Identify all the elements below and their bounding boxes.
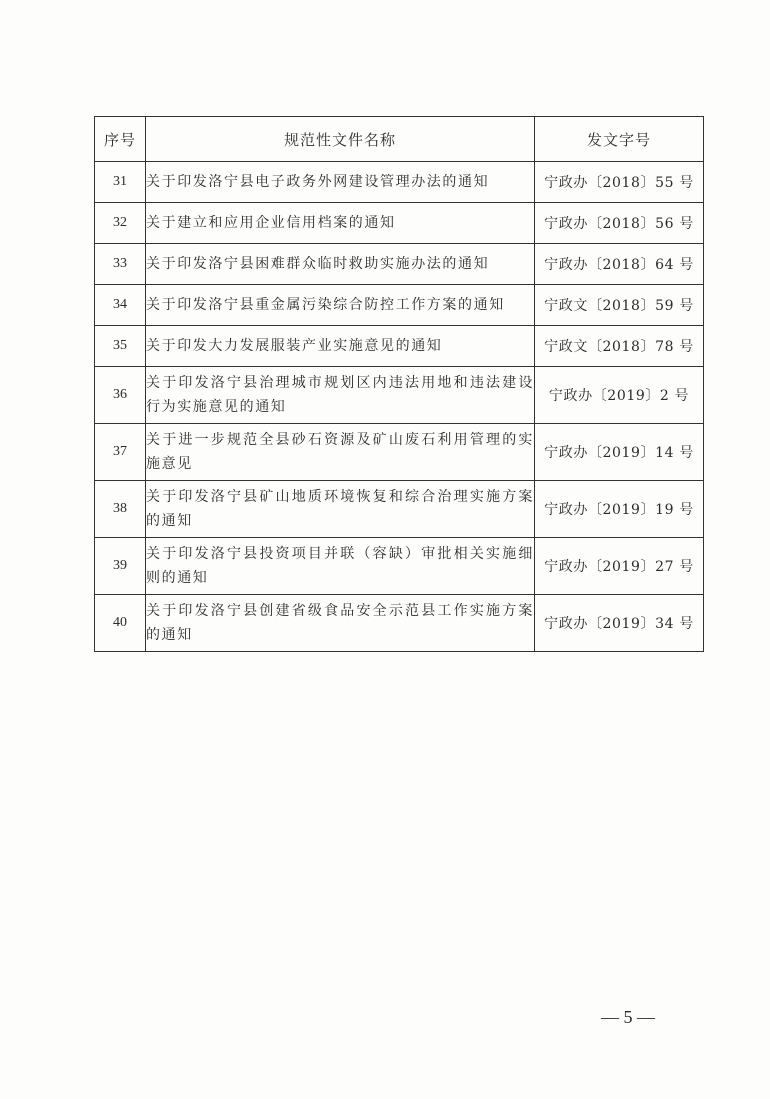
table-row <box>95 285 704 326</box>
row-document-code: 宁政办〔2018〕55 号 <box>535 162 704 203</box>
table-row <box>95 595 704 652</box>
table-row <box>95 162 704 203</box>
row-number: 33 <box>95 244 146 285</box>
row-number: 36 <box>95 367 146 424</box>
table-row <box>95 326 704 367</box>
row-document-code: 宁政办〔2018〕64 号 <box>535 244 704 285</box>
table-row <box>95 538 704 595</box>
row-document-code: 宁政办〔2019〕27 号 <box>535 538 704 595</box>
row-document-name: 关于进一步规范全县砂石资源及矿山废石利用管理的实施意见 <box>146 424 535 481</box>
row-document-code: 宁政办〔2019〕2 号 <box>535 367 704 424</box>
row-number: 37 <box>95 424 146 481</box>
row-document-name: 关于印发洛宁县创建省级食品安全示范县工作实施方案的通知 <box>146 595 535 652</box>
row-document-name: 关于印发洛宁县矿山地质环境恢复和综合治理实施方案的通知 <box>146 481 535 538</box>
row-number: 34 <box>95 285 146 326</box>
row-document-name: 关于印发洛宁县重金属污染综合防控工作方案的通知 <box>146 285 535 326</box>
table-row <box>95 367 704 424</box>
row-number: 40 <box>95 595 146 652</box>
header-serial-number: 序号 <box>95 117 146 162</box>
row-document-code: 宁政文〔2018〕78 号 <box>535 326 704 367</box>
table-row <box>95 244 704 285</box>
header-document-code: 发文字号 <box>535 117 704 162</box>
row-number: 38 <box>95 481 146 538</box>
row-document-name: 关于印发洛宁县治理城市规划区内违法用地和违法建设行为实施意见的通知 <box>146 367 535 424</box>
row-number: 39 <box>95 538 146 595</box>
row-document-name: 关于印发洛宁县电子政务外网建设管理办法的通知 <box>146 162 535 203</box>
table-header-row <box>95 117 704 162</box>
row-document-code: 宁政办〔2019〕34 号 <box>535 595 704 652</box>
table-row <box>95 481 704 538</box>
page-number: — 5 — <box>601 1007 655 1027</box>
row-number: 31 <box>95 162 146 203</box>
row-document-name: 关于印发大力发展服装产业实施意见的通知 <box>146 326 535 367</box>
row-document-name: 关于建立和应用企业信用档案的通知 <box>146 203 535 244</box>
table-row <box>95 203 704 244</box>
row-document-name: 关于印发洛宁县困难群众临时救助实施办法的通知 <box>146 244 535 285</box>
row-number: 35 <box>95 326 146 367</box>
table-row <box>95 424 704 481</box>
row-document-name: 关于印发洛宁县投资项目并联（容缺）审批相关实施细则的通知 <box>146 538 535 595</box>
row-document-code: 宁政办〔2019〕14 号 <box>535 424 704 481</box>
row-document-code: 宁政办〔2019〕19 号 <box>535 481 704 538</box>
regulation-table <box>94 116 704 652</box>
row-document-code: 宁政办〔2018〕56 号 <box>535 203 704 244</box>
header-document-name: 规范性文件名称 <box>146 117 535 162</box>
row-document-code: 宁政文〔2018〕59 号 <box>535 285 704 326</box>
row-number: 32 <box>95 203 146 244</box>
